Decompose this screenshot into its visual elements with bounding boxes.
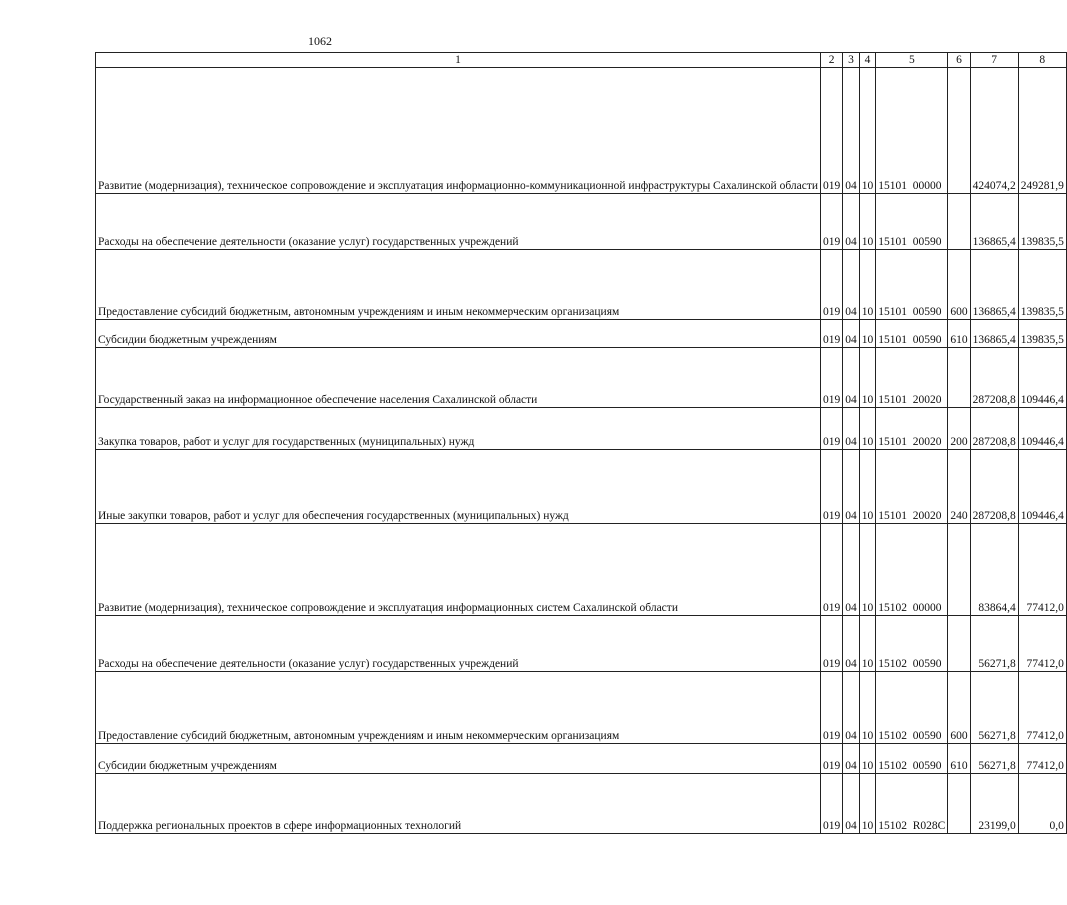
- col-header-2: 2: [821, 53, 843, 68]
- cell-section: 04: [843, 348, 860, 408]
- cell-subsection: 10: [859, 524, 876, 616]
- cell-amount-2: 249281,9: [1018, 68, 1066, 194]
- cell-name: Поддержка региональных проектов в сфере информационных технологий: [96, 774, 821, 834]
- header-row: [96, 53, 1067, 68]
- cell-amount-1: 424074,2: [970, 68, 1018, 194]
- cell-amount-1: 287208,8: [970, 348, 1018, 408]
- table-row: [96, 672, 1067, 744]
- cell-amount-1: 23199,0: [970, 774, 1018, 834]
- col-header-3: 3: [843, 53, 860, 68]
- cell-expense-type: [948, 524, 970, 616]
- cell-subsection: 10: [859, 744, 876, 774]
- cell-name: Развитие (модернизация), техническое сопровождение и эксплуатация информационно-коммуникационной инфраструктуры Сахалинской области: [96, 68, 821, 194]
- cell-amount-2: 139835,5: [1018, 320, 1066, 348]
- cell-target: 15102 00590: [876, 672, 948, 744]
- cell-kbk: 019: [821, 524, 843, 616]
- cell-name: Расходы на обеспечение деятельности (оказание услуг) государственных учреждений: [96, 616, 821, 672]
- cell-amount-2: 77412,0: [1018, 524, 1066, 616]
- cell-name: Развитие (модернизация), техническое сопровождение и эксплуатация информационных систем Сахалинской области: [96, 524, 821, 616]
- cell-section: 04: [843, 744, 860, 774]
- budget-table: [95, 52, 1067, 834]
- cell-subsection: 10: [859, 774, 876, 834]
- cell-section: 04: [843, 408, 860, 450]
- cell-expense-type: [948, 68, 970, 194]
- table-row: [96, 744, 1067, 774]
- cell-target: 15101 00000: [876, 68, 948, 194]
- cell-expense-type: 240: [948, 450, 970, 524]
- cell-kbk: 019: [821, 250, 843, 320]
- col-header-7: 7: [970, 53, 1018, 68]
- cell-expense-type: [948, 774, 970, 834]
- cell-subsection: 10: [859, 320, 876, 348]
- cell-amount-2: 139835,5: [1018, 194, 1066, 250]
- cell-target: 15102 00590: [876, 616, 948, 672]
- cell-section: 04: [843, 68, 860, 194]
- cell-section: 04: [843, 524, 860, 616]
- cell-section: 04: [843, 672, 860, 744]
- cell-kbk: 019: [821, 68, 843, 194]
- cell-expense-type: 600: [948, 672, 970, 744]
- cell-amount-1: 136865,4: [970, 194, 1018, 250]
- cell-kbk: 019: [821, 450, 843, 524]
- cell-amount-1: 287208,8: [970, 408, 1018, 450]
- cell-target: 15102 00000: [876, 524, 948, 616]
- cell-subsection: 10: [859, 348, 876, 408]
- cell-amount-2: 77412,0: [1018, 672, 1066, 744]
- cell-expense-type: 600: [948, 250, 970, 320]
- cell-amount-2: 139835,5: [1018, 250, 1066, 320]
- cell-name: Расходы на обеспечение деятельности (оказание услуг) государственных учреждений: [96, 194, 821, 250]
- cell-kbk: 019: [821, 774, 843, 834]
- cell-name: Государственный заказ на информационное обеспечение населения Сахалинской области: [96, 348, 821, 408]
- cell-subsection: 10: [859, 250, 876, 320]
- table-row: [96, 524, 1067, 616]
- col-header-8: 8: [1018, 53, 1066, 68]
- cell-expense-type: [948, 194, 970, 250]
- cell-expense-type: 200: [948, 408, 970, 450]
- cell-amount-1: 56271,8: [970, 744, 1018, 774]
- table-row: [96, 320, 1067, 348]
- cell-section: 04: [843, 194, 860, 250]
- cell-subsection: 10: [859, 194, 876, 250]
- table-row: [96, 408, 1067, 450]
- cell-amount-2: 77412,0: [1018, 616, 1066, 672]
- cell-section: 04: [843, 250, 860, 320]
- cell-target: 15102 R028C: [876, 774, 948, 834]
- table-row: [96, 348, 1067, 408]
- cell-expense-type: [948, 616, 970, 672]
- cell-target: 15101 00590: [876, 194, 948, 250]
- cell-target: 15101 20020: [876, 450, 948, 524]
- cell-subsection: 10: [859, 68, 876, 194]
- cell-subsection: 10: [859, 408, 876, 450]
- cell-name: Субсидии бюджетным учреждениям: [96, 744, 821, 774]
- col-header-5: 5: [876, 53, 948, 68]
- cell-expense-type: [948, 348, 970, 408]
- cell-amount-1: 83864,4: [970, 524, 1018, 616]
- cell-amount-1: 287208,8: [970, 450, 1018, 524]
- cell-subsection: 10: [859, 450, 876, 524]
- table-row: [96, 68, 1067, 194]
- cell-expense-type: 610: [948, 320, 970, 348]
- cell-kbk: 019: [821, 320, 843, 348]
- cell-subsection: 10: [859, 672, 876, 744]
- cell-amount-2: 0,0: [1018, 774, 1066, 834]
- cell-amount-1: 136865,4: [970, 320, 1018, 348]
- cell-target: 15101 20020: [876, 348, 948, 408]
- cell-amount-2: 109446,4: [1018, 408, 1066, 450]
- table-row: [96, 194, 1067, 250]
- page-number: 1062: [308, 34, 332, 48]
- col-header-6: 6: [948, 53, 970, 68]
- cell-subsection: 10: [859, 616, 876, 672]
- col-header-1: 1: [96, 53, 821, 68]
- cell-target: 15101 00590: [876, 320, 948, 348]
- cell-kbk: 019: [821, 616, 843, 672]
- table-row: [96, 450, 1067, 524]
- cell-section: 04: [843, 450, 860, 524]
- cell-name: Иные закупки товаров, работ и услуг для обеспечения государственных (муниципальных) нужд: [96, 450, 821, 524]
- cell-amount-2: 109446,4: [1018, 450, 1066, 524]
- cell-target: 15102 00590: [876, 744, 948, 774]
- cell-amount-1: 56271,8: [970, 672, 1018, 744]
- table-row: [96, 250, 1067, 320]
- cell-name: Предоставление субсидий бюджетным, автономным учреждениям и иным некоммерческим организациям: [96, 672, 821, 744]
- cell-name: Закупка товаров, работ и услуг для государственных (муниципальных) нужд: [96, 408, 821, 450]
- cell-amount-2: 109446,4: [1018, 348, 1066, 408]
- cell-amount-1: 136865,4: [970, 250, 1018, 320]
- cell-section: 04: [843, 616, 860, 672]
- cell-kbk: 019: [821, 744, 843, 774]
- table-row: [96, 774, 1067, 834]
- cell-target: 15101 20020: [876, 408, 948, 450]
- table-row: [96, 616, 1067, 672]
- cell-section: 04: [843, 774, 860, 834]
- cell-expense-type: 610: [948, 744, 970, 774]
- cell-kbk: 019: [821, 194, 843, 250]
- cell-kbk: 019: [821, 408, 843, 450]
- col-header-4: 4: [859, 53, 876, 68]
- cell-name: Субсидии бюджетным учреждениям: [96, 320, 821, 348]
- cell-amount-1: 56271,8: [970, 616, 1018, 672]
- cell-target: 15101 00590: [876, 250, 948, 320]
- cell-name: Предоставление субсидий бюджетным, автономным учреждениям и иным некоммерческим организациям: [96, 250, 821, 320]
- cell-section: 04: [843, 320, 860, 348]
- cell-kbk: 019: [821, 348, 843, 408]
- cell-kbk: 019: [821, 672, 843, 744]
- cell-amount-2: 77412,0: [1018, 744, 1066, 774]
